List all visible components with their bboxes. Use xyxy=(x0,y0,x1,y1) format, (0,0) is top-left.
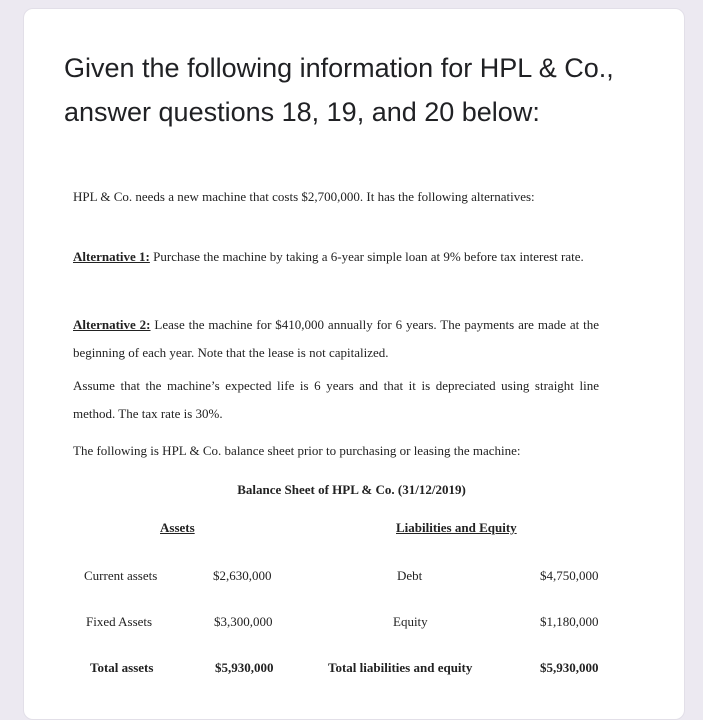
alternative-2-label: Alternative 2: xyxy=(73,317,151,332)
alternative-1-paragraph xyxy=(73,243,599,271)
balance-sheet-title: Balance Sheet of HPL & Co. (31/12/2019) xyxy=(237,482,466,497)
table-row-label: Current assets xyxy=(84,568,158,583)
alternative-2-paragraph xyxy=(73,311,599,367)
table-row-label: Debt xyxy=(397,568,423,583)
table-row-value: $3,300,000 xyxy=(214,614,273,629)
total-assets-value: $5,930,000 xyxy=(215,660,274,675)
assets-header: Assets xyxy=(160,520,195,535)
alternative-1-text: Purchase the machine by taking a 6-year simple loan at 9% before tax interest rate. xyxy=(149,249,584,264)
alternative-2-text: Lease the machine for $410,000 annually for 6 years. The payments are made at the beginning of each year. Note that the lease is not capitalized. xyxy=(73,317,600,360)
table-row-value: $1,180,000 xyxy=(540,614,599,629)
table-row-value: $4,750,000 xyxy=(540,568,599,583)
total-liabilities-label: Total liabilities and equity xyxy=(328,660,473,675)
liabilities-header: Liabilities and Equity xyxy=(396,520,517,535)
total-assets-label: Total assets xyxy=(90,660,154,675)
alternative-1-label: Alternative 1: xyxy=(73,249,150,264)
page-title: Given the following information for HPL & Co., answer questions 18, 19, and 20 below: xyxy=(64,53,614,127)
table-row-label: Equity xyxy=(393,614,428,629)
intro-paragraph: HPL & Co. needs a new machine that costs $2,700,000. It has the following alternatives: xyxy=(73,189,535,204)
assumption-paragraph: Assume that the machine’s expected life is 6 years and that it is depreciated using straight line method. The tax rate is 30%. xyxy=(73,378,599,421)
total-liabilities-value: $5,930,000 xyxy=(540,660,599,675)
balance-intro-paragraph: The following is HPL & Co. balance sheet prior to purchasing or leasing the machine: xyxy=(73,443,521,458)
table-row-label: Fixed Assets xyxy=(86,614,153,629)
table-row-value: $2,630,000 xyxy=(213,568,272,583)
